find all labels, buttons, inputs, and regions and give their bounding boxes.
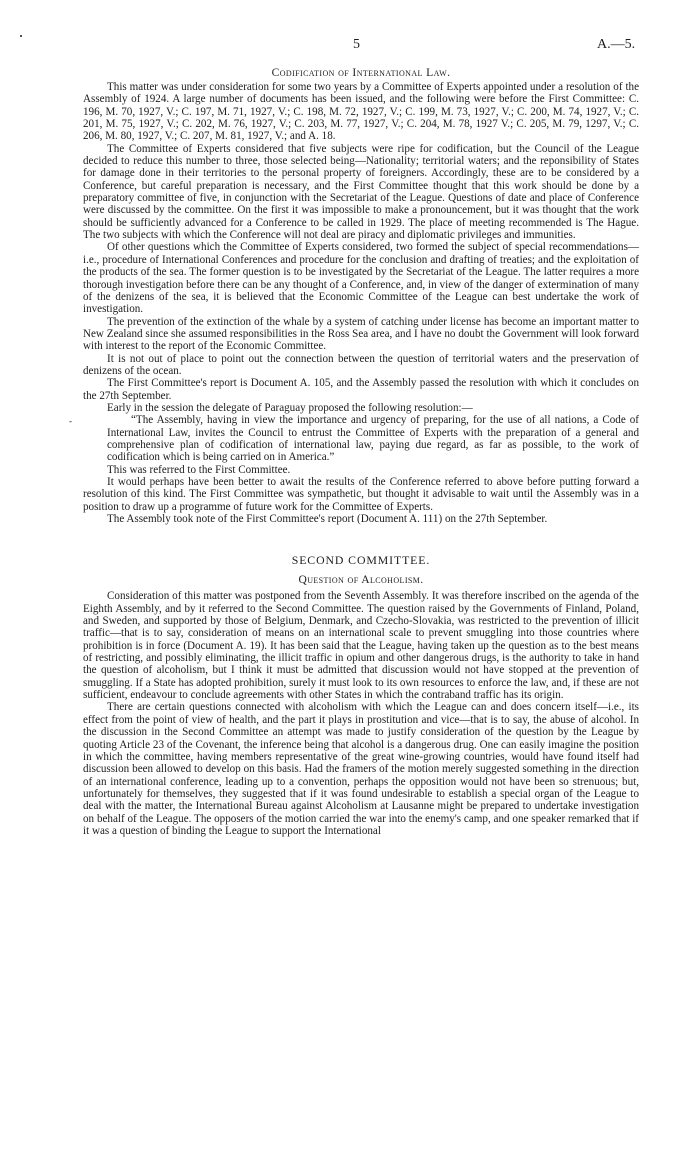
bullet-dash-icon: - bbox=[69, 416, 72, 427]
paragraph: Early in the session the delegate of Paraguay proposed the following resolution:— bbox=[107, 401, 473, 414]
paragraph: Of other questions which the Committee of Experts considered, two formed the subject of special recommendations—i.e., procedure of International Conferences and procedure for the conclusion and drafting of treaties; and the exploitation of the products of the sea. The former question is to be investigated by the Secretariat of the League. The latter requires a more thorough investigation before there can be any thought of a Conference, and, in view of the danger of extermination of many of the denizens of the sea, it is believed that the Economic Committee of the League can best undertake the work of investigation. bbox=[83, 241, 639, 316]
paragraph: Consideration of this matter was postponed from the Seventh Assembly. It was therefore inscribed on the agenda of the Eighth Assembly, and by it referred to the Second Committee. The question raised by the Governments of Finland, Poland, and Sweden, and supported by those of Belgium, Denmark, and Czecho-Slovakia, was restricted to the prevention of illicit traffic—that is to say, consideration of means on an international scale to prevent smuggling into those countries where prohibition is in force (Document A. 19). It has been said that the League, having taken up the question as to the best means of restricting, and possibly eliminating, the illicit traffic in opium and other dangerous drugs, is the authority to take in hand the question of alcoholism, but I think it must be admitted that discussion would not have stopped at the prevention of smuggling. If a State has adopted prohibition, surely it must look to its own resources to enforce the law, and, if these are not sufficient, endeavour to conclude agreements with other States in which the contraband traffic has its origin. bbox=[83, 590, 639, 702]
paragraph: The prevention of the extinction of the whale by a system of catching under license has become an important matter to New Zealand since she assumed responsibilities in the Ross Sea area, and I have no doubt the Government will look forward with interest to the report of the Economic Committee. bbox=[83, 315, 639, 353]
paragraph: It would perhaps have been better to await the results of the Conference referred to above before putting forward a resolution of this kind. The First Committee was sympathetic, but thought it advisable to wait until the Assembly was in a position to draw up a programme of future work for the Committee of Experts. bbox=[83, 476, 639, 513]
scan-speck bbox=[20, 35, 22, 37]
subsection-heading-alcoholism: Question of Alcoholism. bbox=[298, 573, 424, 587]
document-reference: A.—5. bbox=[597, 37, 636, 52]
paragraph: The Assembly took note of the First Committee's report (Document A. 111) on the 27th September. bbox=[107, 513, 548, 526]
resolution-quote-block bbox=[69, 414, 639, 464]
paragraph: The First Committee's report is Document A. 105, and the Assembly passed the resolution with which it concludes on the 27th September. bbox=[83, 377, 639, 402]
paragraph: It is not out of place to point out the connection between the question of territorial waters and the preservation of denizens of the ocean. bbox=[83, 352, 639, 377]
paragraph: This was referred to the First Committee. bbox=[107, 463, 291, 476]
resolution-quote: “The Assembly, having in view the importance and urgency of preparing, for the use of all nations, a Code of International Law, invites the Council to entrust the Committee of Experts with the preparation of a general and comprehensive plan of codification of international law, paying due regard, as far as possible, to the work of codification which is being carried on in America.” bbox=[107, 414, 639, 464]
page-body bbox=[69, 66, 639, 837]
paragraph: This matter was under consideration for some two years by a Committee of Experts appointed under a resolution of the Assembly of 1924. A large number of documents has been issued, and the following were before the First Committee: C. 196, M. 70, 1927, V.; C. 197, M. 71, 1927, V.; C. 198, M. 72, 1927, V.; C. 199, M. 73, 1927, V.; C. 200, M. 74, 1927, V.; C. 201, M. 75, 1927, V.; C. 202, M. 76, 1927, V.; C. 203, M. 77, 1927, V.; C. 204, M. 78, 1927 V.; C. 205, M. 79, 1297, V.; C. 206, M. 80, 1927, V.; C. 207, M. 81, 1927, V.; and A. 18. bbox=[83, 81, 639, 143]
paragraph: There are certain questions connected with alcoholism with which the League can and does concern itself—i.e., its effect from the point of view of health, and the part it plays in prostitution and vice—that is to say, the abuse of alcohol. In the discussion in the Second Committee an attempt was made to justify consideration of the question by the League by quoting Article 23 of the Covenant, the inference being that alcohol is a dangerous drug. One can easily imagine the position in which the committee, having members representative of the great wine-growing countries, would have found itself had discussion been allowed to develop on this basis. Had the framers of the motion merely suggested something in the direction of an international conference, leading up to a convention, perhaps the opposition would not have been so strenuous; but, unfortunately for themselves, they suggested that if it was found undesirable to establish a special organ of the League to deal with the matter, the International Bureau against Alcoholism at Lausanne might be prepared to undertake investigation on behalf of the League. The opposers of the motion carried the war into the enemy's camp, and one speaker remarked that if it was a question of binding the League to support the International bbox=[83, 701, 639, 837]
section-heading-codification: Codification of International Law. bbox=[271, 66, 451, 79]
paragraph: The Committee of Experts considered that five subjects were ripe for codification, but the Council of the League decided to reduce this number to three, those selected being—Nationality; territorial waters; and the reponsibility of States for damage done in their territories to the personal property of foreigners. Accordingly, these are to be considered by a Conference, but careful preparation is necessary, and the First Committee thought that this work should be done by a preparatory committee of five, in conjunction with the Secretariat of the League. Questions of date and place of Conference were discussed by the committee. On the first it was impossible to make a pronouncement, but it was thought that the work should be sufficiently advanced for a Conference to be called in 1929. The place of meeting recommended is The Hague. The two subjects with which the Conference will not deal are piracy and diplomatic privileges and immunities. bbox=[83, 142, 639, 242]
section-heading-second-committee: SECOND COMMITTEE. bbox=[291, 553, 431, 568]
page-number: 5 bbox=[353, 37, 360, 52]
